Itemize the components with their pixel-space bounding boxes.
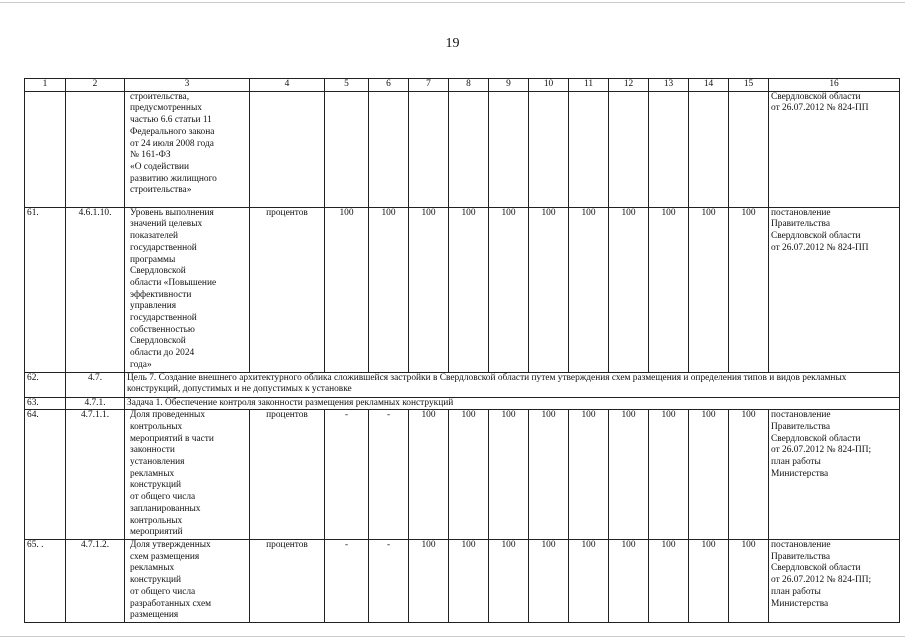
value-cell: - xyxy=(369,410,409,540)
header-cell: 16 xyxy=(769,79,900,92)
value-cell: 100 xyxy=(689,539,729,622)
value-cell: 100 xyxy=(649,207,689,372)
value-cell: 100 xyxy=(569,207,609,372)
indicator-name: Доля утвержденных схем размещения рекламных конструкций от общего числа разработанных схем размещения xyxy=(125,539,250,622)
header-cell: 9 xyxy=(489,79,529,92)
indicator-name: Уровень выполнения значений целевых показателей государственной программы Свердловской области «Повышение эффективности управления государственной собственностью Свердловской области до 2024 года» xyxy=(125,207,250,372)
column-number-header-row xyxy=(25,79,900,92)
value-cell xyxy=(325,91,369,207)
value-cell: 100 xyxy=(529,539,569,622)
row-code xyxy=(66,91,125,207)
value-cell: 100 xyxy=(369,207,409,372)
value-cell: 100 xyxy=(529,410,569,540)
table-row-65 xyxy=(25,539,900,622)
unit-cell: процентов xyxy=(250,539,325,622)
scan-bottom-edge xyxy=(0,636,905,637)
header-cell: 2 xyxy=(66,79,125,92)
value-cell xyxy=(489,91,529,207)
scan-top-edge xyxy=(0,2,905,3)
task-text: Задача 1. Обеспечение контроля законности размещения рекламных конструкций xyxy=(125,397,900,410)
unit-cell: процентов xyxy=(250,410,325,540)
value-cell: - xyxy=(369,539,409,622)
value-cell: 100 xyxy=(689,410,729,540)
row-number: 64. xyxy=(25,410,66,540)
value-cell: 100 xyxy=(729,539,769,622)
value-cell xyxy=(529,91,569,207)
row-code: 4.7.1. xyxy=(66,397,125,410)
value-cell xyxy=(449,91,489,207)
page-number: 19 xyxy=(445,36,460,51)
value-cell: 100 xyxy=(609,410,649,540)
value-cell: 100 xyxy=(569,410,609,540)
value-cell: 100 xyxy=(449,207,489,372)
value-cell: 100 xyxy=(409,410,449,540)
indicator-table xyxy=(24,78,900,623)
value-cell: 100 xyxy=(325,207,369,372)
source-cell: постановление Правительства Свердловской области от 26.07.2012 № 824-ПП; план работы Министерства xyxy=(769,410,900,540)
source-cell: Свердловской области от 26.07.2012 № 824-ПП xyxy=(769,91,900,207)
value-cell: - xyxy=(325,539,369,622)
value-cell: 100 xyxy=(729,410,769,540)
header-cell: 13 xyxy=(649,79,689,92)
value-cell xyxy=(409,91,449,207)
row-number: 63. xyxy=(25,397,66,410)
value-cell: 100 xyxy=(489,539,529,622)
value-cell xyxy=(609,91,649,207)
value-cell: 100 xyxy=(529,207,569,372)
header-cell: 4 xyxy=(250,79,325,92)
row-code: 4.6.1.10. xyxy=(66,207,125,372)
header-cell: 12 xyxy=(609,79,649,92)
source-cell: постановление Правительства Свердловской области от 26.07.2012 № 824-ПП; план работы Министерства xyxy=(769,539,900,622)
table-row-62 xyxy=(25,372,900,397)
value-cell: 100 xyxy=(729,207,769,372)
header-cell: 6 xyxy=(369,79,409,92)
row-code: 4.7. xyxy=(66,372,125,397)
value-cell xyxy=(369,91,409,207)
header-cell: 5 xyxy=(325,79,369,92)
header-cell: 1 xyxy=(25,79,66,92)
indicator-name: Доля проведенных контрольных мероприятий в части законности установления рекламных конструкций от общего числа запланированных контрольных мероприятий xyxy=(125,410,250,540)
table-row-continuation xyxy=(25,91,900,207)
row-number xyxy=(25,91,66,207)
value-cell: 100 xyxy=(609,539,649,622)
unit-cell: процентов xyxy=(250,207,325,372)
table-row-61 xyxy=(25,207,900,372)
unit-cell xyxy=(250,91,325,207)
header-cell: 8 xyxy=(449,79,489,92)
row-code: 4.7.1.1. xyxy=(66,410,125,540)
row-code: 4.7.1.2. xyxy=(66,539,125,622)
indicator-name: строительства, предусмотренных частью 6.6 статьи 11 Федерального закона от 24 июля 2008 года № 161-ФЗ «О содействии развитию жилищного строительства» xyxy=(125,91,250,207)
value-cell: - xyxy=(325,410,369,540)
value-cell: 100 xyxy=(489,207,529,372)
value-cell: 100 xyxy=(689,207,729,372)
source-cell: постановление Правительства Свердловской области от 26.07.2012 № 824-ПП xyxy=(769,207,900,372)
header-cell: 10 xyxy=(529,79,569,92)
value-cell: 100 xyxy=(449,539,489,622)
goal-text: Цель 7. Создание внешнего архитектурного облика сложившейся застройки в Свердловской области путем утверждения схем размещения и определения типов и видов рекламных конструкций, допустимых и не допустимых к установке xyxy=(125,372,900,397)
table-row-63 xyxy=(25,397,900,410)
header-cell: 15 xyxy=(729,79,769,92)
value-cell xyxy=(649,91,689,207)
value-cell: 100 xyxy=(449,410,489,540)
header-cell: 14 xyxy=(689,79,729,92)
header-cell: 11 xyxy=(569,79,609,92)
value-cell: 100 xyxy=(649,539,689,622)
value-cell: 100 xyxy=(609,207,649,372)
header-cell: 3 xyxy=(125,79,250,92)
table-row-64 xyxy=(25,410,900,540)
row-number: 61. xyxy=(25,207,66,372)
row-number: 65. . xyxy=(25,539,66,622)
row-number: 62. xyxy=(25,372,66,397)
header-cell: 7 xyxy=(409,79,449,92)
value-cell: 100 xyxy=(489,410,529,540)
value-cell: 100 xyxy=(569,539,609,622)
value-cell: 100 xyxy=(649,410,689,540)
value-cell xyxy=(689,91,729,207)
value-cell: 100 xyxy=(409,539,449,622)
value-cell xyxy=(729,91,769,207)
value-cell: 100 xyxy=(409,207,449,372)
value-cell xyxy=(569,91,609,207)
